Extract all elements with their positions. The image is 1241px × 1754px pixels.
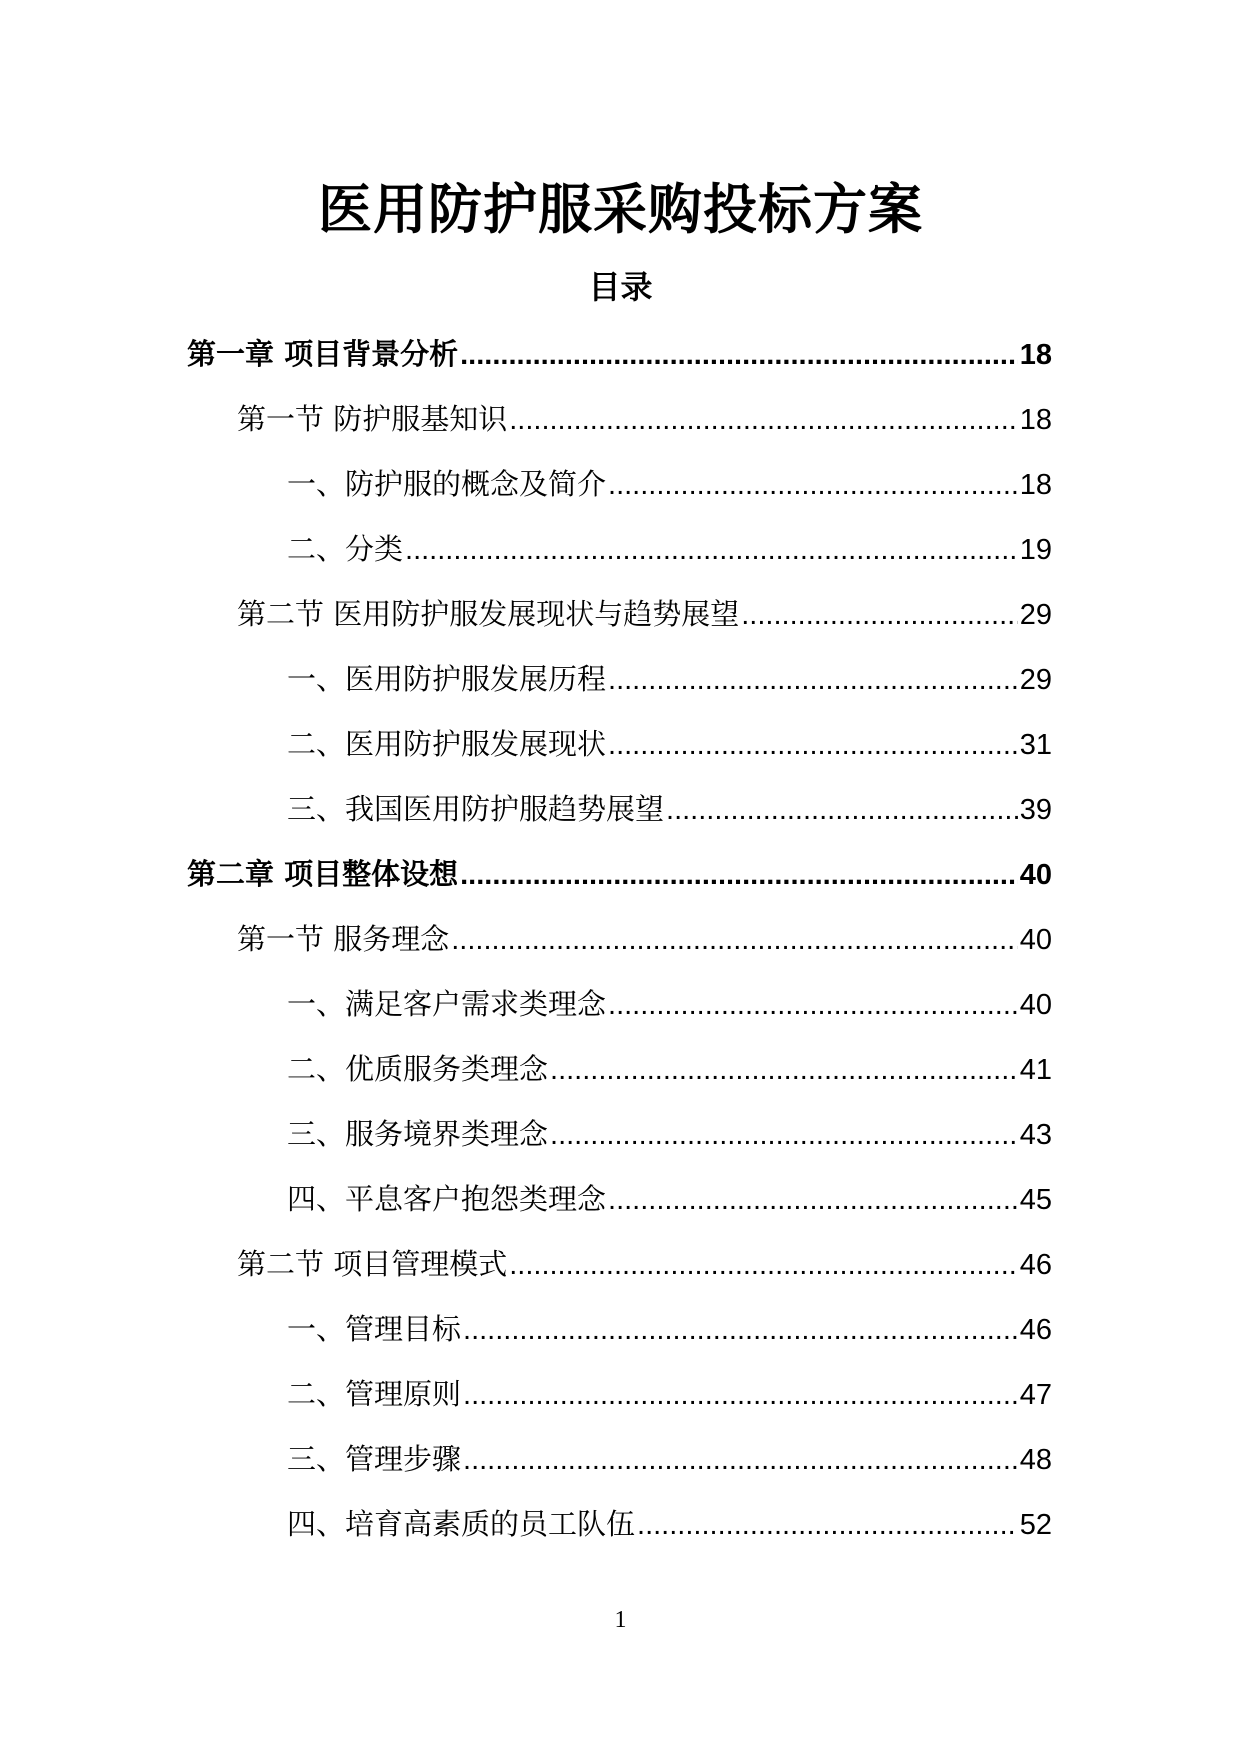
toc-entry-page-number: 46 <box>1019 1249 1052 1281</box>
toc-entry-page-number: 39 <box>1019 794 1052 826</box>
toc-entry-page-number: 40 <box>1019 989 1052 1021</box>
toc-entry-title: 二、管理原则 <box>287 1377 462 1411</box>
toc-entry-title: 三、我国医用防护服趋势展望 <box>287 792 665 826</box>
toc-entry[interactable] <box>187 907 1052 972</box>
toc-dot-leader <box>451 908 1018 973</box>
toc-entry-title: 第一节 服务理念 <box>237 922 450 956</box>
toc-entry-page-number: 43 <box>1019 1119 1052 1151</box>
toc-dot-leader <box>463 1428 1018 1493</box>
toc-entry-title: 第二章 项目整体设想 <box>187 857 459 891</box>
toc-dot-leader <box>460 323 1018 388</box>
toc-dot-leader <box>608 973 1018 1038</box>
toc-dot-leader <box>463 1363 1018 1428</box>
toc-entry-page-number: 40 <box>1019 924 1052 956</box>
toc-entry[interactable] <box>187 1427 1052 1492</box>
toc-heading: 目录 <box>588 268 653 306</box>
toc-entry[interactable] <box>187 1102 1052 1167</box>
toc-dot-leader <box>608 1168 1018 1233</box>
toc-entry-page-number: 18 <box>1019 404 1052 436</box>
toc-entry[interactable] <box>187 1037 1052 1102</box>
toc-entry-page-number: 47 <box>1019 1379 1052 1411</box>
toc-dot-leader <box>608 453 1018 518</box>
toc-entry-page-number: 31 <box>1019 729 1052 761</box>
toc-entry[interactable] <box>187 842 1052 907</box>
toc-entry-title: 三、服务境界类理念 <box>287 1117 549 1151</box>
toc-entry-title: 四、平息客户抱怨类理念 <box>287 1182 607 1216</box>
toc-dot-leader <box>608 713 1018 778</box>
toc-entry[interactable] <box>187 1232 1052 1297</box>
toc-entry-page-number: 18 <box>1019 469 1052 501</box>
page-number: 1 <box>614 1607 627 1633</box>
toc-entry[interactable] <box>187 777 1052 842</box>
toc-dot-leader <box>509 388 1018 453</box>
toc-dot-leader <box>509 1233 1018 1298</box>
toc-entry-page-number: 52 <box>1019 1509 1052 1541</box>
toc-entry-page-number: 40 <box>1019 859 1052 891</box>
toc-entry[interactable] <box>187 387 1052 452</box>
toc-entry[interactable] <box>187 1167 1052 1232</box>
toc-dot-leader <box>550 1038 1018 1103</box>
toc-entry-page-number: 18 <box>1019 339 1052 371</box>
toc-dot-leader <box>405 518 1018 583</box>
toc-entry-title: 四、培育高素质的员工队伍 <box>287 1507 636 1541</box>
toc-entry-title: 三、管理步骤 <box>287 1442 462 1476</box>
toc-dot-leader <box>550 1103 1018 1168</box>
toc-dot-leader <box>666 778 1018 843</box>
toc-entry-title: 一、满足客户需求类理念 <box>287 987 607 1021</box>
toc-entry[interactable] <box>187 582 1052 647</box>
toc-entry-title: 第一章 项目背景分析 <box>187 337 459 371</box>
toc-entry-title: 一、管理目标 <box>287 1312 462 1346</box>
toc-entry[interactable] <box>187 712 1052 777</box>
toc-entry[interactable] <box>187 517 1052 582</box>
toc-dot-leader <box>741 583 1018 648</box>
toc-entry[interactable] <box>187 452 1052 517</box>
toc-entry-title: 第二节 医用防护服发展现状与趋势展望 <box>237 597 740 631</box>
toc-entry-title: 一、防护服的概念及简介 <box>287 467 607 501</box>
toc-entry[interactable] <box>187 322 1052 387</box>
toc-entry-title: 第二节 项目管理模式 <box>237 1247 508 1281</box>
toc-entry-page-number: 29 <box>1019 599 1052 631</box>
toc-entry[interactable] <box>187 972 1052 1037</box>
toc-entry-page-number: 41 <box>1019 1054 1052 1086</box>
toc-dot-leader <box>463 1298 1018 1363</box>
toc-entry-title: 二、优质服务类理念 <box>287 1052 549 1086</box>
toc-entry-page-number: 46 <box>1019 1314 1052 1346</box>
toc-entry-page-number: 29 <box>1019 664 1052 696</box>
toc-entry[interactable] <box>187 1362 1052 1427</box>
toc-entry[interactable] <box>187 647 1052 712</box>
toc-entry-page-number: 19 <box>1019 534 1052 566</box>
toc-entry-title: 一、医用防护服发展历程 <box>287 662 607 696</box>
toc-entry-page-number: 48 <box>1019 1444 1052 1476</box>
toc-dot-leader <box>637 1493 1018 1558</box>
toc-entry-page-number: 45 <box>1019 1184 1052 1216</box>
toc-dot-leader <box>460 843 1018 908</box>
toc-entry-title: 二、分类 <box>287 532 404 566</box>
toc-dot-leader <box>608 648 1018 713</box>
toc-entry[interactable] <box>187 1492 1052 1557</box>
toc-entry[interactable] <box>187 1297 1052 1362</box>
table-of-contents <box>187 322 1052 1557</box>
document-title: 医用防护服采购投标方案 <box>318 178 923 241</box>
toc-entry-title: 第一节 防护服基知识 <box>237 402 508 436</box>
toc-entry-title: 二、医用防护服发展现状 <box>287 727 607 761</box>
